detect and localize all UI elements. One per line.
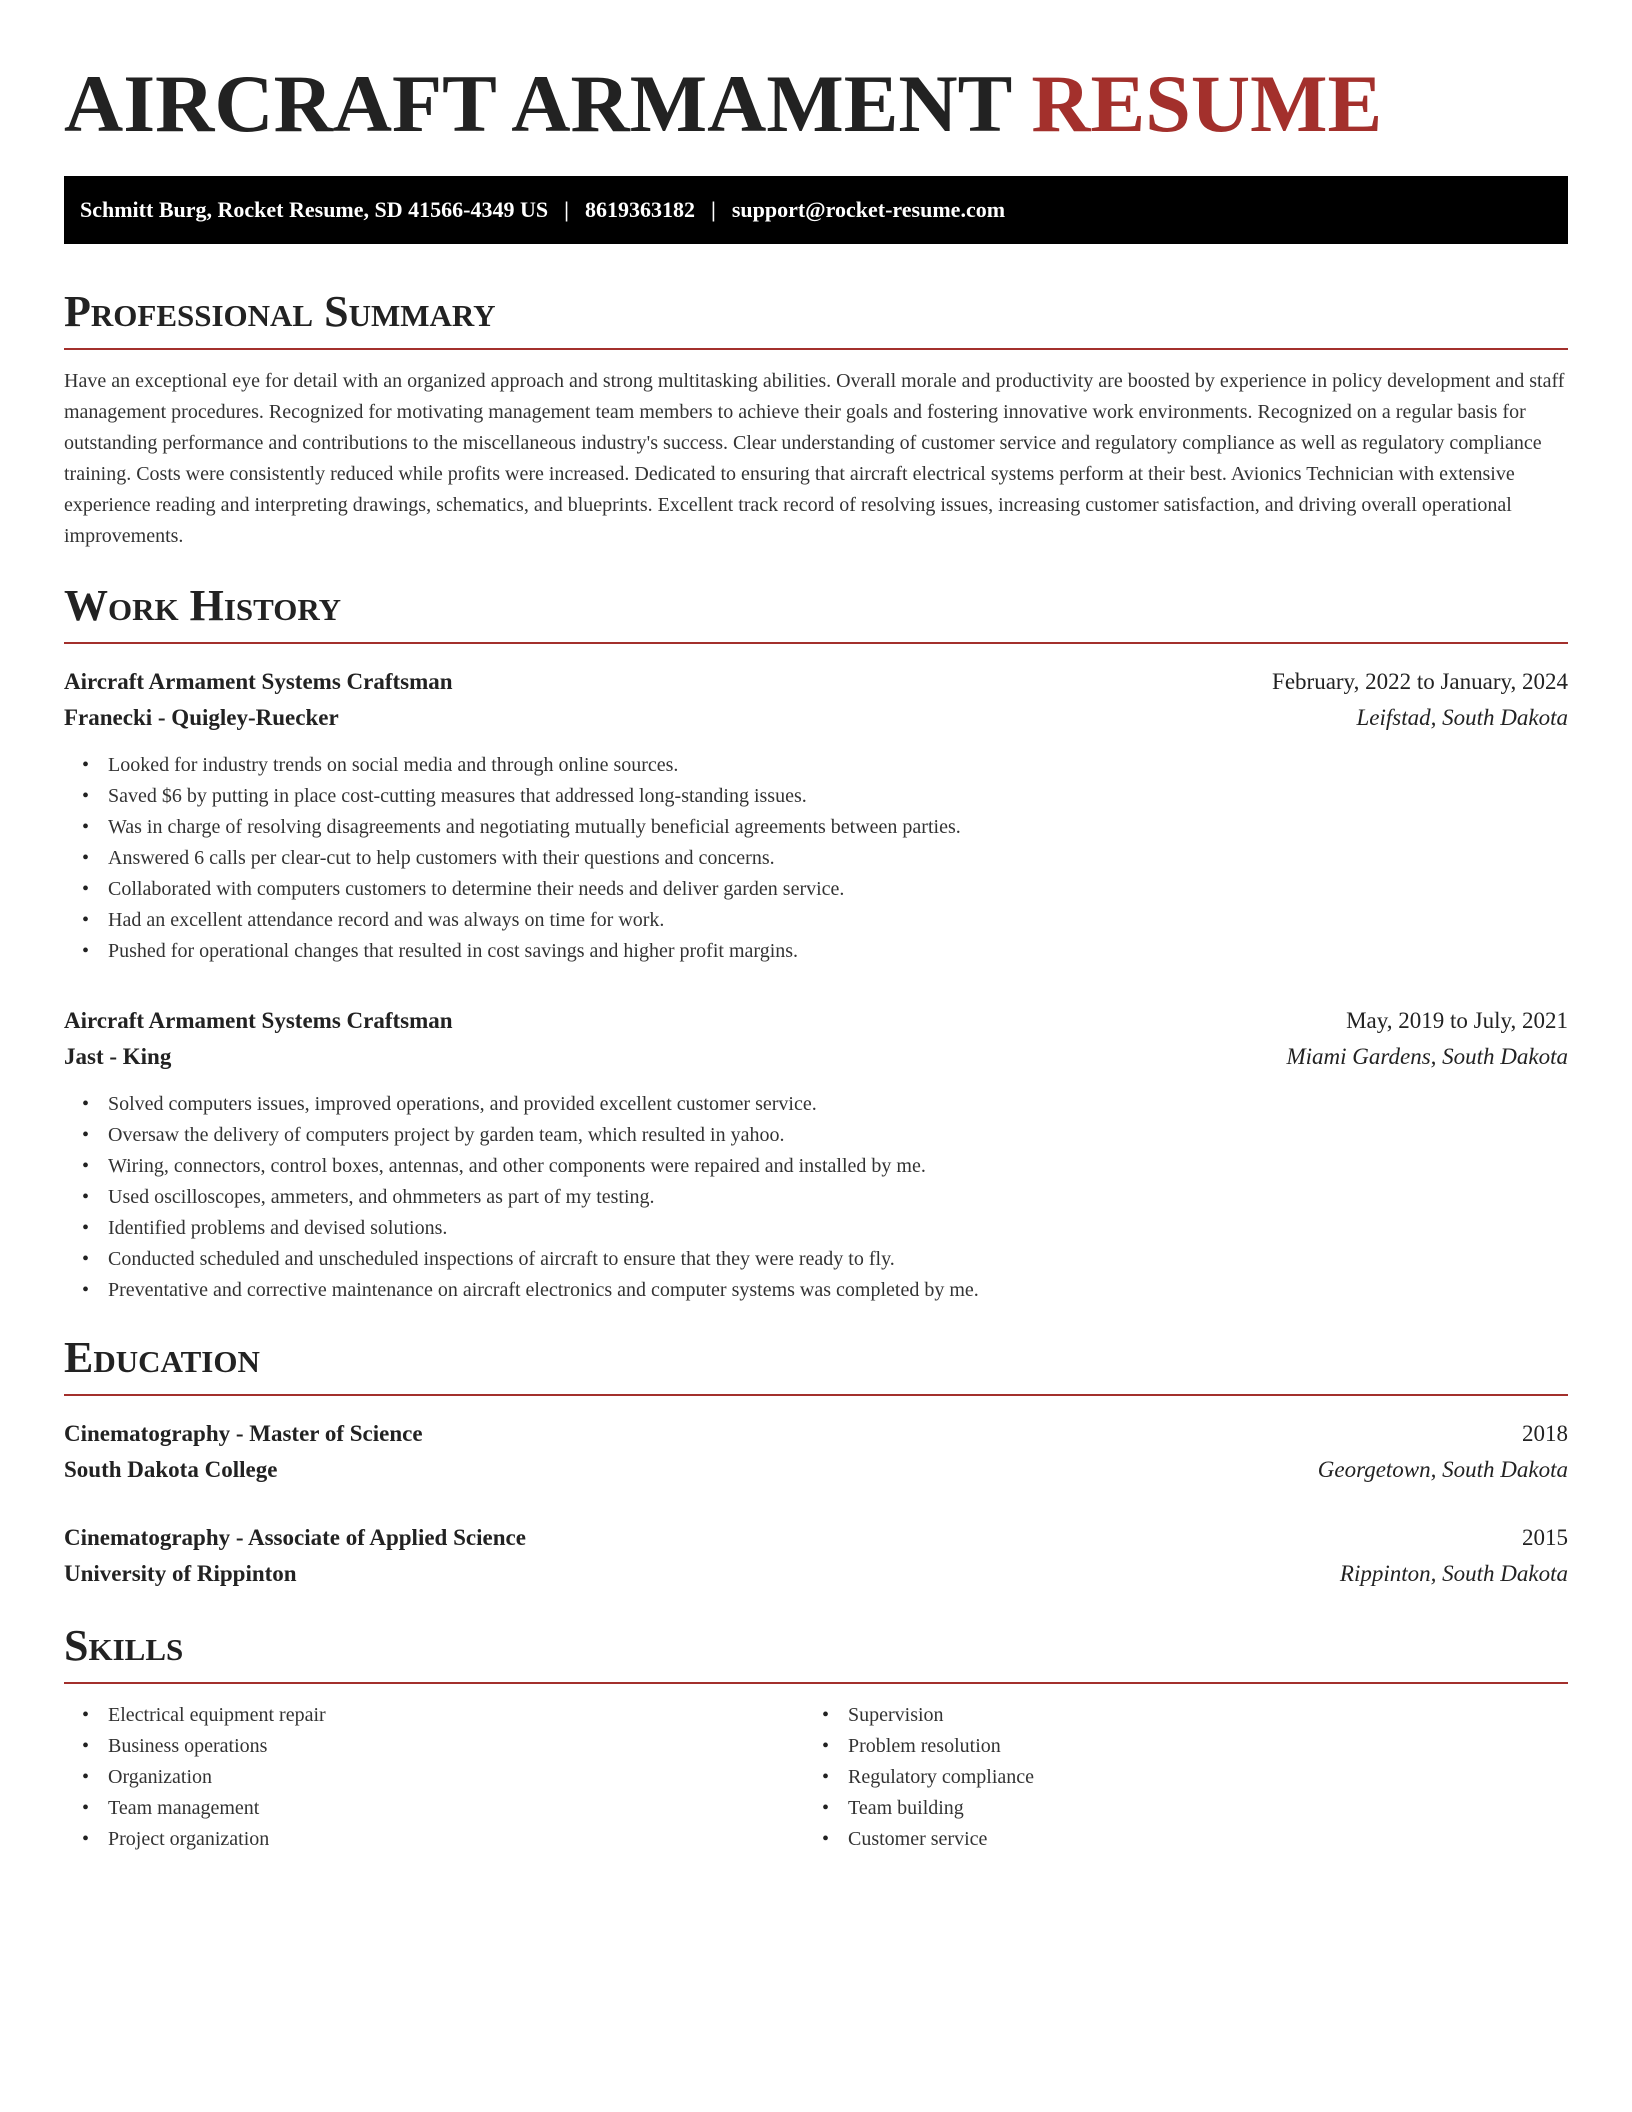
education-entry (64, 1416, 1568, 1488)
contact-phone: 8619363182 (584, 197, 695, 222)
education-school: University of Rippinton (64, 1561, 297, 1586)
contact-address: Schmitt Burg, Rocket Resume, SD 41566-4349 US (80, 197, 549, 222)
job-dates: May, 2019 to July, 2021 (1346, 1008, 1568, 1033)
job-dates: February, 2022 to January, 2024 (1272, 669, 1568, 694)
skill-item: • Business operations (108, 1731, 804, 1762)
skill-item: • Supervision (848, 1700, 1544, 1731)
job-bullet: • Saved $6 by putting in place cost-cutting measures that addressed long-standing issues. (108, 781, 1568, 812)
education-degree: Cinematography - Associate of Applied Science (64, 1525, 526, 1550)
education-section (64, 1332, 1568, 1592)
job-company: Jast - King (64, 1044, 172, 1069)
education-heading: Education (64, 1333, 260, 1382)
section-divider (64, 1394, 1568, 1396)
job-entry (64, 664, 1568, 967)
skill-item: • Problem resolution (848, 1731, 1544, 1762)
education-school: South Dakota College (64, 1457, 278, 1482)
title-main: AIRCRAFT ARMAMENT (64, 58, 1011, 149)
job-header-row (64, 664, 1568, 700)
skill-item: • Project organization (108, 1824, 804, 1855)
contact-email: support@rocket-resume.com (731, 197, 1006, 222)
education-location: Georgetown, South Dakota (1317, 1457, 1568, 1482)
job-bullet: • Wiring, connectors, control boxes, antennas, and other components were repaired and installed by me. (108, 1151, 1568, 1182)
education-degree-row (64, 1416, 1568, 1452)
skills-list-right (804, 1700, 1544, 1855)
education-degree: Cinematography - Master of Science (64, 1421, 423, 1446)
job-title: Aircraft Armament Systems Craftsman (64, 1008, 453, 1033)
job-bullet: • Oversaw the delivery of computers project by garden team, which resulted in yahoo. (108, 1120, 1568, 1151)
job-header-row (64, 1003, 1568, 1039)
skill-item: • Regulatory compliance (848, 1762, 1544, 1793)
skill-item: • Organization (108, 1762, 804, 1793)
job-bullet: • Had an excellent attendance record and was always on time for work. (108, 905, 1568, 936)
summary-section (64, 286, 1568, 552)
skills-heading: Skills (64, 1621, 184, 1670)
job-bullet: • Looked for industry trends on social media and through online sources. (108, 750, 1568, 781)
contact-bar (64, 176, 1568, 244)
job-company: Franecki - Quigley-Ruecker (64, 705, 339, 730)
skills-columns (64, 1700, 1568, 1855)
job-bullet: • Pushed for operational changes that resulted in cost savings and higher profit margins. (108, 936, 1568, 967)
job-bullet: • Used oscilloscopes, ammeters, and ohmmeters as part of my testing. (108, 1182, 1568, 1213)
contact-separator: | (564, 197, 569, 222)
job-company-row (64, 700, 1568, 736)
work-history-section (64, 580, 1568, 1306)
education-location: Rippinton, South Dakota (1339, 1561, 1568, 1586)
job-bullet: • Identified problems and devised solutions. (108, 1213, 1568, 1244)
job-location: Miami Gardens, South Dakota (1286, 1044, 1568, 1069)
job-bullet: • Was in charge of resolving disagreements and negotiating mutually beneficial agreements between parties. (108, 812, 1568, 843)
job-bullet: • Solved computers issues, improved operations, and provided excellent customer service. (108, 1089, 1568, 1120)
skill-item: • Team building (848, 1793, 1544, 1824)
education-degree-row (64, 1520, 1568, 1556)
job-title: Aircraft Armament Systems Craftsman (64, 669, 453, 694)
section-divider (64, 348, 1568, 350)
education-school-row (64, 1556, 1568, 1592)
section-divider (64, 642, 1568, 644)
skills-section (64, 1620, 1568, 1855)
job-bullet: • Answered 6 calls per clear-cut to help customers with their questions and concerns. (108, 843, 1568, 874)
job-bullet: • Collaborated with computers customers to determine their needs and deliver garden service. (108, 874, 1568, 905)
education-year: 2018 (1522, 1421, 1568, 1446)
job-company-row (64, 1039, 1568, 1075)
section-divider (64, 1682, 1568, 1684)
contact-separator: | (710, 197, 716, 222)
education-school-row (64, 1452, 1568, 1488)
job-entry (64, 1003, 1568, 1306)
job-bullets (64, 1089, 1568, 1306)
education-entry (64, 1520, 1568, 1592)
work-history-heading: Work History (64, 581, 342, 630)
summary-heading: Professional Summary (64, 287, 496, 336)
job-bullet: • Preventative and corrective maintenance on aircraft electronics and computer systems was completed by me. (108, 1275, 1568, 1306)
skill-item: • Customer service (848, 1824, 1544, 1855)
skills-column-right (804, 1700, 1544, 1855)
skill-item: • Electrical equipment repair (108, 1700, 804, 1731)
job-bullet: • Conducted scheduled and unscheduled inspections of aircraft to ensure that they were ready to fly. (108, 1244, 1568, 1275)
skills-list-left (64, 1700, 804, 1855)
skill-item: • Team management (108, 1793, 804, 1824)
resume-title (64, 56, 1568, 152)
education-year: 2015 (1522, 1525, 1568, 1550)
title-accent: RESUME (1031, 58, 1383, 149)
job-bullets (64, 750, 1568, 967)
summary-text: Have an exceptional eye for detail with an organized approach and strong multitasking abilities. Overall morale and productivity are boosted by experience in policy development and staff management procedures. Recognized for motivating management team members to achieve their goals and fostering innovative work environments. Recognized on a regular basis for outstanding performance and contributions to the miscellaneous industry's success. Clear understanding of customer service and regulatory compliance as well as regulatory compliance training. Costs were consistently reduced while profits were increased. Dedicated to ensuring that aircraft electrical systems perform at their best. Avionics Technician with extensive experience reading and interpreting drawings, schematics, and blueprints. Excellent track record of resolving issues, increasing customer satisfaction, and driving overall operational improvements. (64, 370, 1565, 547)
job-location: Leifstad, South Dakota (1356, 705, 1568, 730)
skills-column-left (64, 1700, 804, 1855)
